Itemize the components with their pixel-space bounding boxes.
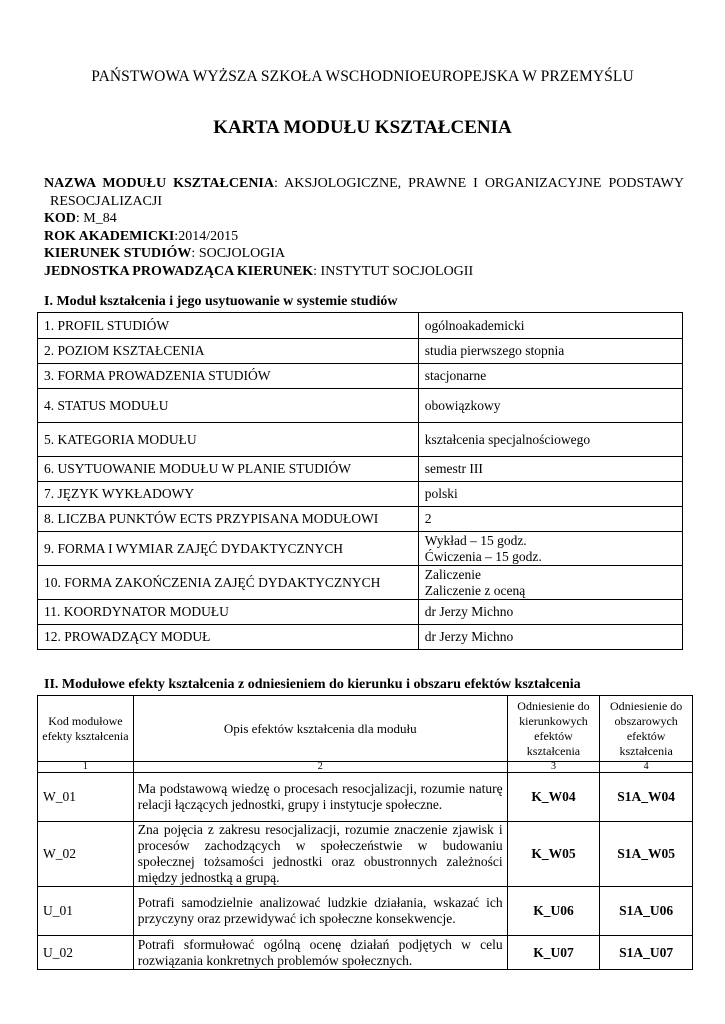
row-label: 9. FORMA I WYMIAR ZAJĘĆ DYDAKTYCZNYCH <box>38 532 419 566</box>
table-row <box>38 423 683 457</box>
outcome-description: Potrafi samodzielnie analizować ludzkie działania, wskazać ich przyczyny oraz przewidywać ich społeczne konsekwencje. <box>133 887 507 936</box>
teaching-unit-value: INSTYTUT SOCJOLOGII <box>320 263 474 279</box>
row-value: polski <box>418 482 682 507</box>
row-label: 2. POZIOM KSZTAŁCENIA <box>38 339 419 364</box>
table-row <box>38 364 683 389</box>
module-name-line2: RESOCJALIZACJI <box>50 193 163 209</box>
row-label: 4. STATUS MODUŁU <box>38 389 419 423</box>
area-effect-ref: S1A_W05 <box>600 822 693 887</box>
table-row <box>38 507 683 532</box>
area-effect-ref: S1A_U06 <box>600 887 693 936</box>
row-label: 1. PROFIL STUDIÓW <box>38 313 419 339</box>
table-row <box>38 482 683 507</box>
row-label: 10. FORMA ZAKOŃCZENIA ZAJĘĆ DYDAKTYCZNYCH <box>38 566 419 600</box>
module-code-value: M_84 <box>83 211 117 226</box>
row-value-line1: Zaliczenie <box>424 566 481 582</box>
row-value-line1: Wykład – 15 godz. <box>424 532 527 548</box>
header-area-ref: Odniesienie do obszarowych efektów kształcenia <box>600 696 693 762</box>
module-name-label: NAZWA MODUŁU KSZTAŁCENIA <box>44 176 274 191</box>
header-description: Opis efektów kształcenia dla modułu <box>133 696 507 762</box>
column-number: 2 <box>133 762 507 773</box>
row-label: 11. KOORDYNATOR MODUŁU <box>38 600 419 625</box>
area-effect-ref: S1A_W04 <box>600 773 693 822</box>
field-of-study-value: SOCJOLOGIA <box>198 246 286 261</box>
row-value-line2: Ćwiczenia – 15 godz. <box>424 548 542 564</box>
field-effect-ref: K_U06 <box>507 887 600 936</box>
row-value: studia pierwszego stopnia <box>418 339 682 364</box>
module-info-table <box>37 312 683 650</box>
module-code-label: KOD <box>44 211 76 226</box>
row-label: 8. LICZBA PUNKTÓW ECTS PRZYPISANA MODUŁOWI <box>38 507 419 532</box>
institution-name: PAŃSTWOWA WYŻSZA SZKOŁA WSCHODNIOEUROPEJSKA W PRZEMYŚLU <box>91 68 634 85</box>
module-code-row: KOD: M_84 <box>44 211 117 226</box>
outcome-description: Potrafi sformułować ogólną ocenę działań podjętych w celu rozwiązania konkretnych problemów społecznych. <box>133 936 507 970</box>
table-row <box>38 457 683 482</box>
table-row <box>38 389 683 423</box>
teaching-unit-row: JEDNOSTKA PROWADZĄCA KIERUNEK: INSTYTUT SOCJOLOGII <box>44 263 474 279</box>
row-label: 3. FORMA PROWADZENIA STUDIÓW <box>38 364 419 389</box>
academic-year-value: 2014/2015 <box>178 228 239 244</box>
row-value: dr Jerzy Michno <box>418 625 682 650</box>
outcome-description: Zna pojęcia z zakresu resocjalizacji, rozumie znaczenie zjawisk i procesów zachodzących w społeczeństwie w budowaniu społecznej tożsamości jednostki oraz obustronnych zależności między jednostką a grupą. <box>133 822 507 887</box>
section-2-title: II. Modułowe efekty kształcenia z odniesieniem do kierunku i obszaru efektów kształcenia <box>44 677 581 692</box>
row-value: kształcenia specjalnościowego <box>418 423 682 457</box>
column-number: 4 <box>600 762 693 773</box>
row-label: 7. JĘZYK WYKŁADOWY <box>38 482 419 507</box>
document-title: KARTA MODUŁU KSZTAŁCENIA <box>213 117 512 138</box>
row-value: 2 <box>418 507 682 532</box>
header-code: Kod modułowe efekty kształcenia <box>38 696 134 762</box>
table-row <box>38 339 683 364</box>
row-label: 12. PROWADZĄCY MODUŁ <box>38 625 419 650</box>
table-row <box>38 773 693 822</box>
row-label: 5. KATEGORIA MODUŁU <box>38 423 419 457</box>
table-row <box>38 887 693 936</box>
outcome-code: W_02 <box>38 822 134 887</box>
field-effect-ref: K_W04 <box>507 773 600 822</box>
area-effect-ref: S1A_U07 <box>600 936 693 970</box>
academic-year-row: ROK AKADEMICKI:2014/2015 <box>44 228 239 244</box>
column-number: 3 <box>507 762 600 773</box>
row-value: dr Jerzy Michno <box>418 600 682 625</box>
table-row <box>38 532 683 566</box>
table-header-row <box>38 696 693 762</box>
field-of-study-label: KIERUNEK STUDIÓW <box>44 246 192 261</box>
module-name-line1: NAZWA MODUŁU KSZTAŁCENIA: AKSJOLOGICZNE, PRAWNE I ORGANIZACYJNE PODSTAWY <box>44 176 685 191</box>
row-value: stacjonarne <box>418 364 682 389</box>
field-of-study-row: KIERUNEK STUDIÓW: SOCJOLOGIA <box>44 246 286 261</box>
learning-outcomes-table <box>37 695 693 970</box>
outcome-description: Ma podstawową wiedzę o procesach resocjalizacji, rozumie naturę relacji łączących jednostki, grupy i instytucje społeczne. <box>133 773 507 822</box>
row-value <box>418 566 682 600</box>
table-row <box>38 313 683 339</box>
academic-year-label: ROK AKADEMICKI <box>44 228 175 244</box>
row-label: 6. USYTUOWANIE MODUŁU W PLANIE STUDIÓW <box>38 457 419 482</box>
teaching-unit-label: JEDNOSTKA PROWADZĄCA KIERUNEK <box>44 263 314 279</box>
column-number-row <box>38 762 693 773</box>
row-value: semestr III <box>418 457 682 482</box>
table-row <box>38 822 693 887</box>
field-effect-ref: K_U07 <box>507 936 600 970</box>
table-row <box>38 566 683 600</box>
outcome-code: W_01 <box>38 773 134 822</box>
header-field-ref: Odniesienie do kierunkowych efektów kształcenia <box>507 696 600 762</box>
section-1-title: I. Moduł kształcenia i jego usytuowanie w systemie studiów <box>44 294 398 309</box>
table-row <box>38 625 683 650</box>
field-effect-ref: K_W05 <box>507 822 600 887</box>
row-value-line2: Zaliczenie z oceną <box>424 582 526 598</box>
row-value <box>418 532 682 566</box>
outcome-code: U_01 <box>38 887 134 936</box>
column-number: 1 <box>38 762 134 773</box>
module-metadata <box>44 175 684 280</box>
table-row <box>38 600 683 625</box>
outcome-code: U_02 <box>38 936 134 970</box>
row-value: obowiązkowy <box>418 389 682 423</box>
table-row <box>38 936 693 970</box>
row-value: ogólnoakademicki <box>418 313 682 339</box>
module-name-value: AKSJOLOGICZNE, PRAWNE I ORGANIZACYJNE PODSTAWY <box>284 176 685 191</box>
